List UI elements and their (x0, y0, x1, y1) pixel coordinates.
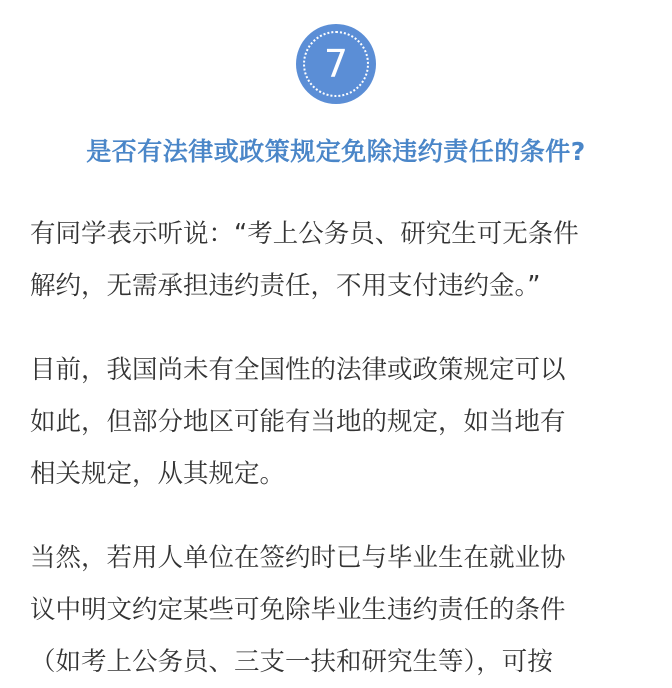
section-number: 7 (323, 42, 349, 86)
paragraph-rumor (30, 208, 650, 312)
paragraph-line: 议中明文约定某些可免除毕业生违约责任的条件 (30, 595, 566, 625)
paragraph-line: 有同学表示听说：“考上公务员、研究生可无条件 (30, 219, 579, 249)
paragraph-agreement-terms (30, 532, 650, 688)
section-heading: 是否有法律或政策规定免除违约责任的条件? (86, 137, 586, 166)
paragraph-line: （如考上公务员、三支一扶和研究生等），可按 (30, 647, 553, 677)
paragraph-line: 如此，但部分地区可能有当地的规定，如当地有 (30, 407, 566, 437)
paragraph-current-policy (30, 344, 650, 500)
paragraph-line: 当然，若用人单位在签约时已与毕业生在就业协 (30, 543, 566, 573)
paragraph-line: 解约，无需承担违约责任，不用支付违约金。” (30, 271, 541, 301)
section-number-badge (296, 24, 376, 104)
paragraph-line: 目前，我国尚未有全国性的法律或政策规定可以 (30, 355, 566, 385)
paragraph-line: 相关规定，从其规定。 (30, 459, 286, 489)
